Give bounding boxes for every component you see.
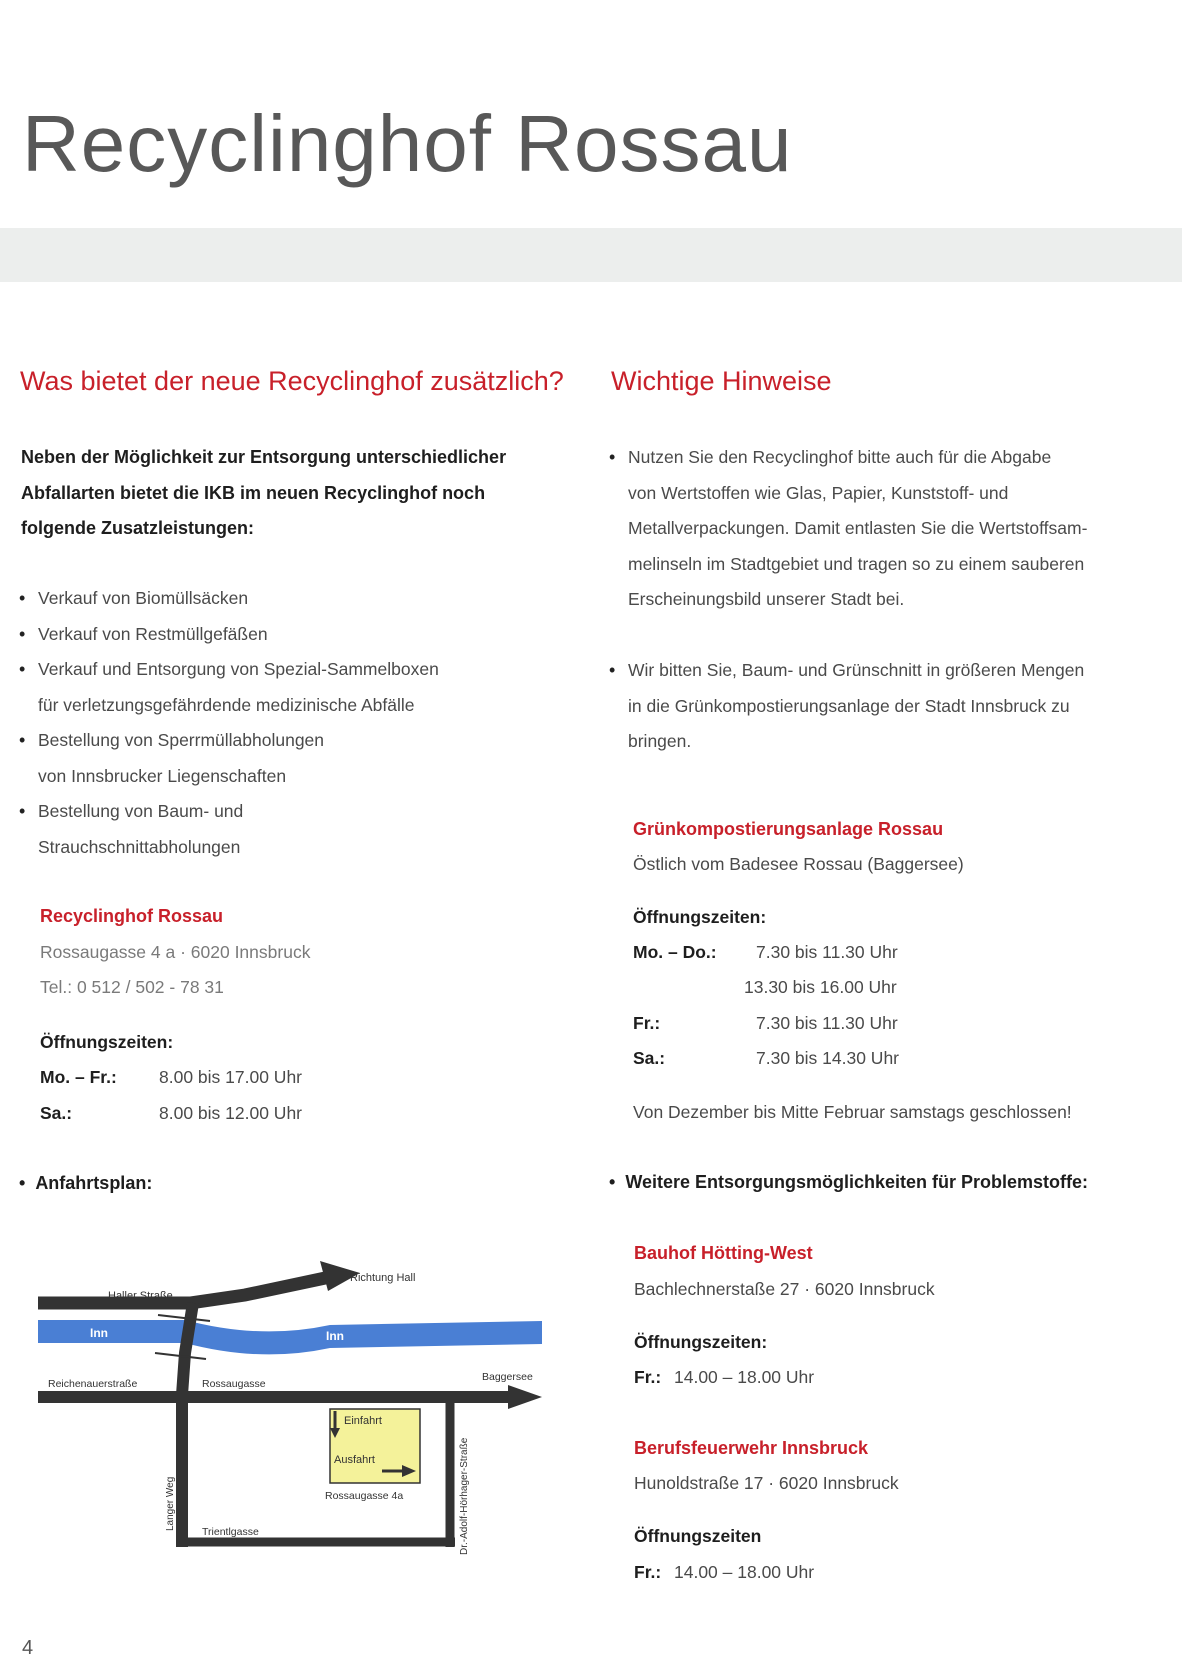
compost-name: Grünkompostierungsanlage Rossau: [633, 819, 944, 839]
list-line: Metallverpackungen. Damit entlasten Sie die Wertstoffsam-: [628, 518, 1088, 538]
services-list: [19, 581, 559, 865]
recyclinghof-phone: Tel.: 0 512 / 502 - 78 31: [40, 977, 224, 997]
hours-day: Mo. – Do.:: [633, 942, 717, 962]
hours-time: 14.00 – 18.00 Uhr: [674, 1367, 815, 1387]
list-line: für verletzungsgefährdende medizinische Abfälle: [38, 694, 415, 715]
hours-time: 13.30 bis 16.00 Uhr: [744, 977, 897, 997]
list-item: [19, 723, 559, 794]
list-item: [19, 581, 559, 617]
hours-time: 8.00 bis 12.00 Uhr: [159, 1103, 303, 1123]
label-baggersee: Baggersee: [482, 1371, 533, 1383]
recyclinghof-address: Rossaugasse 4 a · 6020 Innsbruck: [40, 942, 311, 962]
list-line: Strauchschnittabholungen: [38, 836, 241, 857]
label-richtung-hall: Richtung Hall: [350, 1272, 416, 1284]
feuerwehr-hours-label: Öffnungszeiten: [634, 1526, 762, 1546]
label-trientlgasse: Trientlgasse: [202, 1526, 259, 1538]
feuerwehr-name: Berufsfeuerwehr Innsbruck: [634, 1438, 869, 1458]
hours-day: Mo. – Fr.:: [40, 1067, 117, 1087]
intro-line: folgende Zusatzleistungen:: [21, 518, 255, 538]
list-line: Erscheinungsbild unserer Stadt bei.: [628, 589, 905, 609]
recyclinghof-hours-label: Öffnungszeiten:: [40, 1032, 174, 1052]
label-ausfahrt: Ausfahrt: [334, 1454, 375, 1466]
bullet-icon: •: [609, 1172, 626, 1192]
header-band: [0, 228, 1182, 282]
intro-line: Abfallarten bietet die IKB im neuen Recyclinghof noch: [21, 482, 486, 503]
list-item: [19, 652, 559, 723]
list-line: melinseln im Stadtgebiet und tragen so zu einem sauberen: [628, 553, 1085, 574]
hours-time: 8.00 bis 17.00 Uhr: [159, 1067, 303, 1087]
label-einfahrt: Einfahrt: [344, 1415, 382, 1427]
hours-time: 7.30 bis 11.30 Uhr: [756, 1013, 898, 1033]
compost-note: Von Dezember bis Mitte Februar samstags geschlossen!: [633, 1102, 1072, 1122]
list-line: • Verkauf und Entsorgung von Spezial-Sammelboxen: [38, 659, 439, 679]
label-langer-weg: Langer Weg: [165, 1476, 176, 1531]
route-map: [30, 1245, 550, 1565]
compost-location: Östlich vom Badesee Rossau (Baggersee): [633, 854, 964, 874]
list-line: • Wir bitten Sie, Baum- und Grünschnitt in größeren Mengen: [628, 660, 1085, 680]
feuerwehr-address: Hunoldstraße 17 · 6020 Innsbruck: [634, 1473, 899, 1493]
map-heading: [19, 1173, 152, 1194]
hours-day: Fr.:: [634, 1367, 662, 1387]
bauhof-address: Bachlechnerstaße 27 · 6020 Innsbruck: [634, 1279, 935, 1299]
hours-day: Fr.:: [633, 1013, 661, 1033]
hours-day: Fr.:: [634, 1562, 662, 1582]
more-heading: [609, 1172, 1088, 1193]
map-heading-label: Anfahrtsplan:: [35, 1173, 153, 1193]
bauhof-hours-label: Öffnungszeiten:: [634, 1332, 768, 1352]
list-line: • Verkauf von Restmüllgefäßen: [38, 623, 268, 644]
hours-time: 14.00 – 18.00 Uhr: [674, 1562, 815, 1582]
intro-text: [21, 440, 561, 547]
label-hoerhager: Dr.-Adolf-Hörhager-Straße: [459, 1437, 470, 1555]
label-reichenauer: Reichenauerstraße: [48, 1378, 138, 1390]
hours-time: 7.30 bis 11.30 Uhr: [756, 942, 898, 962]
page-number: 4: [22, 1637, 34, 1659]
hours-time: 7.30 bis 14.30 Uhr: [756, 1048, 900, 1068]
list-line: von Innsbrucker Liegenschaften: [38, 765, 287, 786]
label-rossaugasse: Rossaugasse: [202, 1378, 266, 1390]
bauhof-name: Bauhof Hötting-West: [634, 1243, 813, 1263]
list-line: von Wertstoffen wie Glas, Papier, Kunststoff- und: [628, 482, 1009, 503]
page-title: Recyclinghof Rossau: [22, 99, 793, 188]
recyclinghof-name: Recyclinghof Rossau: [40, 906, 224, 926]
more-heading-label: Weitere Entsorgungsmöglichkeiten für Problemstoffe:: [625, 1172, 1089, 1192]
river-inn: [38, 1320, 542, 1354]
list-item: [609, 653, 1169, 760]
list-item: [19, 617, 559, 653]
compost-hours-label: Öffnungszeiten:: [633, 907, 767, 927]
list-line: • Bestellung von Sperrmüllabholungen: [38, 730, 325, 750]
label-inn-2: Inn: [326, 1329, 344, 1343]
list-line: bringen.: [628, 731, 692, 751]
list-line: in die Grünkompostierungsanlage der Stadt Innsbruck zu: [628, 695, 1070, 716]
arrow-baggersee-icon: [508, 1385, 542, 1409]
intro-line: Neben der Möglichkeit zur Entsorgung unterschiedlicher: [21, 447, 507, 467]
hours-day: Sa.:: [40, 1103, 73, 1123]
list-line: • Bestellung von Baum- und: [38, 801, 244, 821]
right-heading: Wichtige Hinweise: [611, 366, 832, 396]
list-line: • Verkauf von Biomüllsäcken: [38, 588, 249, 608]
label-inn-1: Inn: [90, 1326, 108, 1340]
bullet-icon: •: [19, 1173, 36, 1193]
label-haller: Haller Straße: [108, 1290, 173, 1302]
haller-road: [38, 1277, 330, 1303]
list-item: [609, 440, 1169, 618]
hours-day: Sa.:: [633, 1048, 666, 1068]
left-heading: Was bietet der neue Recyclinghof zusätzlich?: [20, 366, 564, 396]
bridge-road: [182, 1303, 193, 1395]
list-line: • Nutzen Sie den Recyclinghof bitte auch für die Abgabe: [628, 447, 1052, 467]
hints-list: [609, 440, 1169, 760]
list-item: [19, 794, 559, 865]
label-rossaugasse-4a: Rossaugasse 4a: [325, 1490, 404, 1502]
